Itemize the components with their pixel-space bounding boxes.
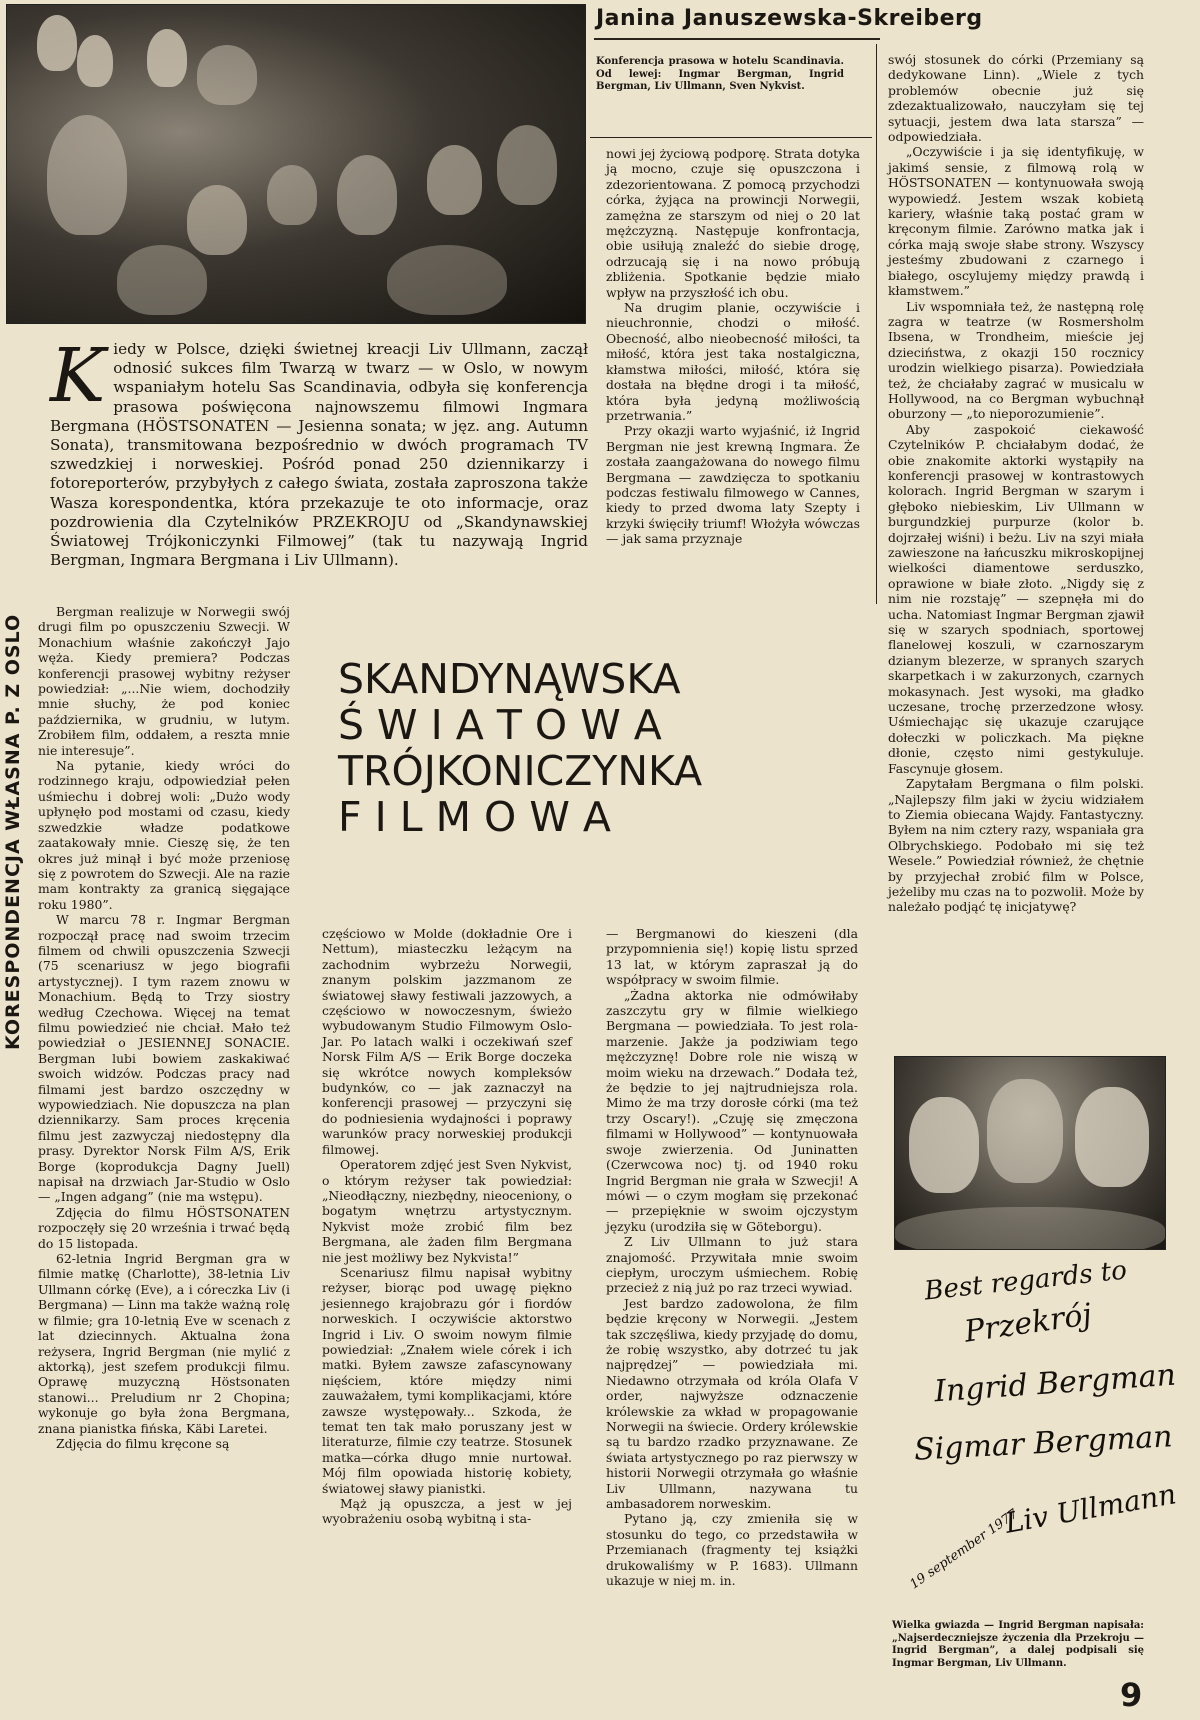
column-mid-3 — [606, 926, 858, 1588]
paragraph: Liv wspomniała też, że następną rolę zagra w teatrze (w Rosmersholm Ibsena, w Trondheim, mieście jej dzieciństwa, z okazji 150 rocznicy urodzin wielkiego pisarza). Powiedziała też, że chciałaby zagrać w musicalu w Hollywood, na co Bergman wybuchnął oburzony — „to nieporozumienie”. — [888, 298, 1144, 422]
author-rule — [594, 38, 880, 40]
paragraph: „Oczywiście i ja się identyfikuję, w jakimś sensie, z filmową rolą w HÖSTSONATEN — kontynuowała swoją wypowiedź. Jestem wszak kobietą kariery, właśnie taką postać gram w kręconym filmie. Zarówno matka jak i córka mają swoje słabe strony. Wszyscy jesteśmy zbudowani z czarnego i białego, oscylujemy między prawdą i kłamstwem.” — [888, 144, 1144, 299]
caption-rule — [590, 137, 872, 138]
title-line: F I L M O W A — [338, 793, 611, 841]
drop-cap: K — [50, 333, 106, 419]
signature-line: Przekrój — [962, 1297, 1094, 1350]
signature-line: 19 september 1977 — [907, 1506, 1021, 1593]
paragraph: Przy okazji warto wyjaśnić, iż Ingrid Bergman nie jest krewną Ingmara. Że została zaangażowana do nowego filmu Bergmana — zawdzięcza to spotkaniu podczas festiwalu filmowego w Cannes, kiedy to przed dwoma laty Szepty i krzyki święciły triumf! Włożyła wówczas — jak sama przyznaje — [606, 423, 860, 547]
title-line: SKANDYNĄWSKA — [338, 655, 681, 703]
column-mid-top — [606, 146, 860, 547]
paragraph: Scenariusz filmu napisał wybitny reżyser, biorąc pod uwagę piękno jesiennego krajobrazu gór i fiordów norweskich. I oczywiście aktorstwo Ingrid i Liv. O swoim nowym filmie powiedział: „Znałem wiele córek i ich matki. Byłem zawsze zafascynowany nięściem, które między nimi zauważałem, tymi komplikacjami, które zawsze występowały... Szkoda, że temat ten tak mało poruszany jest w literaturze, filmie czy teatrze. Stosunek matka—córka długo mnie nurtował. Mój film opowiada historię kobiety, światowej sławy pianistki. — [322, 1264, 572, 1496]
paragraph: swój stosunek do córki (Przemiany są dedykowane Linn). „Wiele z tych problemów obecnie już się zdezaktualizowało, nauczyłam się tej sytuacji, jestem dwa lata starsza” — odpowiedziała. — [888, 52, 1144, 145]
title-line: Ś W I A T O W A — [338, 701, 662, 749]
paragraph: „Żadna aktorka nie odmówiłaby zaszczytu gry w filmie wielkiego Bergmana — powiedziała. To jest rola-marzenie. Jakże ja podziwiam tego mężczyznę! Dobre role nie wiszą w moim wieku na drzewach.” Dodała też, że będzie to jej najtrudniejsza rola. Mimo że ma trzy dorosłe córki (ma też trzy Oscary!). „Czuję się zmęczona filmami w Hollywood” — kontynuowała swoje zwierzenia. Od Juninatten (Czerwcowa noc) tj. od 1940 roku Ingrid Bergman nie grała w Szwecji! A mówi — o czym mogłam się przekonać — przepięknie w swoim ojczystym języku (urodziła się w Göteborgu). — [606, 987, 858, 1234]
column-right — [888, 52, 1144, 915]
paragraph: Zdjęcia do filmu kręcone są — [56, 1435, 230, 1451]
paragraph: Zapytałam Bergmana o film polski. „Najlepszy film jaki w życiu widziałem to Ziemia obiecana Wajdy. Fantastyczny. Byłem na nim cztery razy, wspaniała gra Olbrychskiego. Podobało mi się też Wesele.” Powiedział również, że chętnie by przyjechał zrobić film w Polsce, jeżeliby mu czas na to pozwolił. Może by należało podjąć tę inicjatywę? — [888, 776, 1144, 915]
paragraph: częściowo w Molde (dokładnie Ore i Nettum), miasteczku leżącym na zachodnim wybrzeżu Norwegii, znanym polskim jazzmanom ze światowej sławy festiwali jazzowych, a częściowo w nowoczesnym, świeżo wybudowanym Studio Filmowym Oslo-Jar. Po latach walki i oczekiwań szef Norsk Film A/S — Erik Borge doczeka się wkrótce nowych kompleksów budynków, co — jak zaznaczył na konferencji prasowej — przyczyni się do podniesienia wydajności i poprawy warunków pracy norweskiej produkcji filmowej. — [322, 926, 572, 1157]
lead-paragraph — [50, 333, 588, 570]
paragraph: Aby zaspokoić ciekawość Czytelników P. chciałabym dodać, że obie znakomite aktorki wystąpiły na konferencji prasowej w kontrastowych kolorach. Ingrid Bergman w szarym i głęboko niebieskim, Liv Ullmann w burgundzkiej purpurze (kolor b. dojrzałej wiśni) i beżu. Liv na szyi miała zawieszone na łańcuszku mikroskopijnej wielkości diamentowe serduszko, oprawione w białe złoto. „Nigdy się z nim nie rozstaję” — szepnęła mi do ucha. Natomiast Ingmar Bergman zjawił się w szarych spodniach, sportowej flanelowej koszuli, w czarnoszarym dzianym blezerze, w spranych szarych skarpetkach i w zakurzonych, czarnych mokasynach. Jest wysoki, ma gładko uczesane, trochę przerzedzone włosy. Uśmiechając się ukazuje czarujące dołeczki w policzkach. Ma piękne dłonie, często nimi gestykuluje. Fascynuje głosem. — [888, 421, 1144, 776]
title-line: TRÓJKONICZYNKA — [338, 747, 703, 795]
paragraph: Na drugim planie, oczywiście i nieuchronnie, chodzi o miłość. Obecność, albo nieobecność miłości, ta miłość, która jest taka nostalgiczna, kłamstwa miłości, miłość, która się dostała na błędne drogi i ta miłość, która była jedyną możliwością przetrwania.” — [606, 300, 860, 423]
paragraph: Z Liv Ullmann to już stara znajomość. Przywitała mnie swoim ciepłym, uroczym uśmiechem. Robię przecież z nią już po raz trzeci wywiad. — [606, 1234, 858, 1296]
paragraph: — Bergmanowi do kieszeni (dla przypomnienia się!) kopię listu sprzed 13 lat, w którym zapraszał ją do współpracy w swoim filmie. — [606, 926, 858, 988]
signature-line: Best regards to — [922, 1255, 1129, 1307]
signature-area — [894, 1255, 1179, 1596]
paragraph: W marcu 78 r. Ingmar Bergman rozpoczął pracę nad swoim trzecim filmem od chwili opuszczenia Szwecji (75 scenariusz w jego biografii artystycznej). I tym razem znowu w Monachium. Będą to Trzy siostry według Czechowa. Więcej na temat filmu powiedzieć nie chciał. Mało też powiedział o JESIENNEJ SONACIE. Bergman lubi bowiem zaskakiwać swoich widzów. Podczas pracy nad filmami jest bardzo oszczędny w wypowiedziach. Nie dopuszcza na plan dziennikarzy. Sam proces kręcenia filmu jest zazwyczaj niedostępny dla prasy. Dyrektor Norsk Film A/S, Erik Borge (koprodukcja Dagny Juell) napisał na drzwiach Jar-Studio w Oslo — „Ingen adgang” (nie ma wstępu). — [38, 912, 290, 1205]
signature-line: Sigmar Bergman — [913, 1419, 1174, 1468]
paragraph: nowi jej życiową podporę. Strata dotyka ją mocno, czuje się opuszczona i zdezorientowana. Z pomocą przychodzi córka, żyjąca na prowincji Norwegii, zamężna ze starszym od niej o 20 lat mężczyzną. Następuje konfrontacja, obie usiłują znaleźć do siebie drogę, odrzucają się i na nowo próbują zbliżenia. Spotkanie będzie miało wpływ na przyszłość ich obu. — [606, 146, 860, 300]
portrait-photo — [894, 1056, 1166, 1250]
article-title — [338, 656, 858, 840]
paragraph: Pytano ją, czy zmieniła się w stosunku do tego, co przedstawiła w Przemianach (fragmenty tej książki drukowaliśmy w P. 1683). Ullmann ukazuje w niej m. in. — [606, 1511, 858, 1589]
paragraph: Zdjęcia do filmu HÖSTSONATEN rozpoczęły się 20 września i trwać będą do 15 listopada. — [38, 1204, 290, 1251]
paragraph: Operatorem zdjęć jest Sven Nykvist, o którym reżyser tak powiedział: „Nieodłączny, niezbędny, nieoceniony, o bogatym wnętrzu artystycznym. Nykvist może zrobić film bez Bergmana, ale żaden film Bergmana nie jest możliwy bez Nykvista!” — [322, 1157, 572, 1265]
column-rule — [876, 44, 877, 604]
top-photo-caption: Konferencja prasowa w hotelu Scandinavia. Od lewej: Ingmar Bergman, Ingrid Bergman, Liv Ullmann, Sven Nykvist. — [596, 56, 844, 92]
signature-line: Ingrid Bergman — [933, 1357, 1177, 1410]
side-label: KORESPONDENCJA WŁASNA P. Z OSLO — [2, 613, 24, 1050]
portrait-caption: Wielka gwiazda — Ingrid Bergman napisała: „Najserdeczniejsze życzenia dla Przekroju — Ingrid Bergman”, a dalej podpisali się Ingmar Bergman, Liv Ullmann. — [892, 1620, 1144, 1669]
paragraph: Na pytanie, kiedy wróci do rodzinnego kraju, odpowiedział pełen uśmiechu i dobrej woli: „Dużo wody upłynęło pod mostami od czasu, kiedy szwedzkie władze podatkowe zaatakowały mnie. Cieszę się, że ten okres już minął i być może przeniosę się z powrotem do Szwecji. Ale na razie mam kontrakty za granicą sięgające roku 1980”. — [38, 758, 290, 912]
signature-line: Liv Ullmann — [1002, 1477, 1179, 1540]
lead-text: iedy w Polsce, dzięki świetnej kreacji Liv Ullmann, zaczął odnosić sukces film Twarzą w twarz — w Oslo, w nowym wspaniałym hotelu Sas Scandinavia, odbyła się konferencja prasowa poświęcona najnowszemu filmowi Ingmara Bergmana (HÖSTSONATEN — Jesienna sonata; w jęz. ang. Autumn Sonata), transmitowana bezpośrednio w dwóch programach TV szwedzkiej i norweskiej. Pośród ponad 250 dziennikarzy i fotoreporterów, przybyłych z całego świata, została zaproszona także Wasza korespondentka, która przekazuje te oto informacje, oraz pozdrowienia dla Czytelników PRZEKROJU od „Skandynawskiej Światowej Trójkoniczynki Filmowej” (tak tu nazywają Ingrid Bergman, Ingmara Bergmana i Liv Ullmann). — [50, 340, 588, 570]
author-name: Janina Januszewska-Skreiberg — [596, 6, 983, 31]
page-number: 9 — [1120, 1676, 1143, 1714]
paragraph: 62-letnia Ingrid Bergman gra w filmie matkę (Charlotte), 38-letnia Liv Ullmann córkę (Eve), a i córeczka Liv (i Bergmana) — Linn ma także ważną rolę w filmie; gra 10-letnią Eve w scenach z lat dziecinnych. Aktualna żona reżysera, Ingrid Bergman (nie mylić z aktorką), jest szefem produkcji filmu. Oprawę muzyczną Höstsonaten stanowi... Preludium nr 2 Chopina; wykonuje go była żona Bergmana, znana pianistka fińska, Käbi Laretei. — [38, 1251, 290, 1436]
column-mid-2 — [322, 926, 572, 1527]
column-left — [38, 604, 290, 1451]
paragraph: Jest bardzo zadowolona, że film będzie kręcony w Norwegii. „Jestem tak szczęśliwa, kiedy przyjadę do domu, że robię wszystko, aby dotrzeć tu jak najprędzej” — powiedziała mi. Niedawno otrzymała od króla Olafa V order, najwyższe odznaczenie królewskie za wkład w propagowanie Norwegii na świecie. Ordery królewskie są tu bardzo rzadko przyznawane. Ze świata artystycznego po raz pierwszy w historii Norwegii otrzymała go właśnie Liv Ullmann, nazywana tu ambasadorem norweskim. — [606, 1295, 858, 1512]
paragraph: Bergman realizuje w Norwegii swój drugi film po opuszczeniu Szwecji. W Monachium właśnie zakończył Jajo węża. Kiedy premiera? Podczas konferencji prasowej wybitny reżyser powiedział: „...Nie wiem, dochodziły mnie słuchy, że pod koniec października, w grudniu, w lutym. Zrobiłem film, oddałem, a reszta mnie nie interesuje”. — [38, 604, 290, 758]
paragraph: Mąż ją opuszcza, a jest w jej wyobrażeniu osobą wybitną i sta- — [322, 1496, 572, 1527]
press-conference-photo — [6, 4, 586, 324]
